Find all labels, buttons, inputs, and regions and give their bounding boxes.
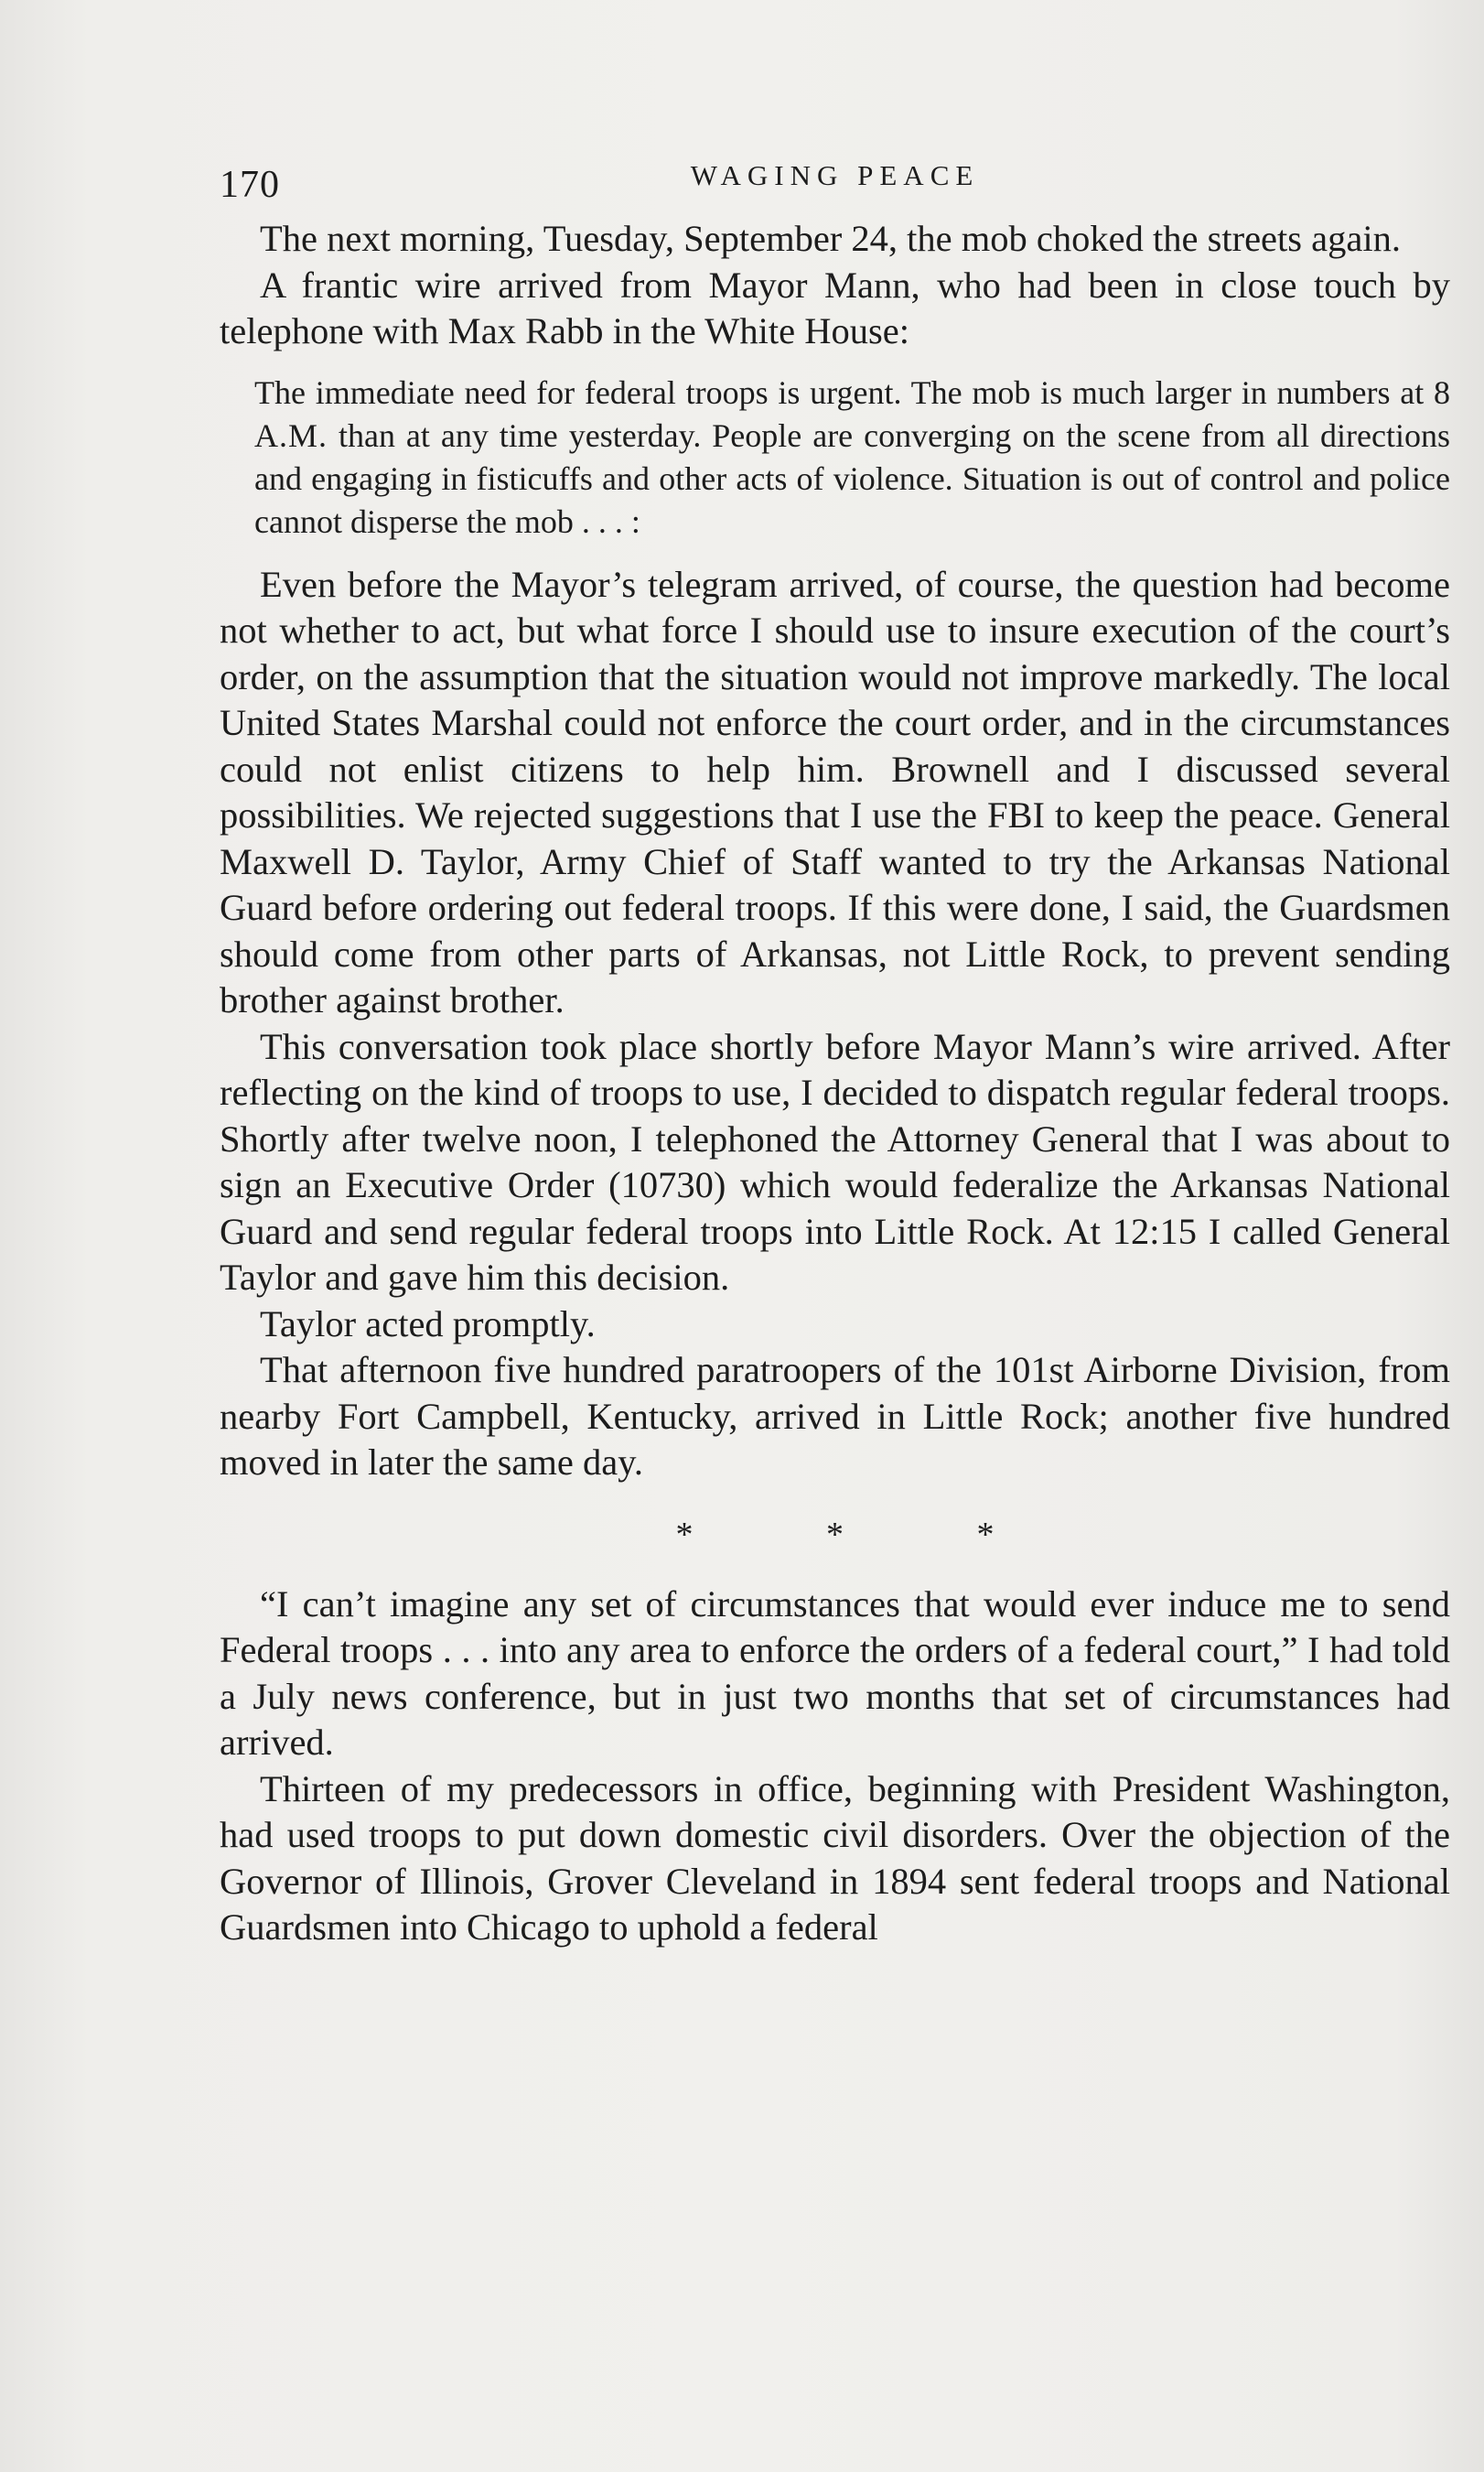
paragraph: “I can’t imagine any set of circumstances that would ever induce me to send Federal troops . . . into any area to enforce the orders of a federal court,” I had told a July news conference, but in just two months that set of circumstances had arrived.	[220, 1582, 1450, 1763]
paragraph: Even before the Mayor’s telegram arrived, of course, the question had become not whether to act, but what force I should use to insure execution of the court’s order, on the assumption that the situation would not improve markedly. The local United States Marshal could not enforce the court order, and in the circumstances could not enlist citizens to help him. Brownell and I discussed several possibilities. We rejected suggestions that I use the FBI to keep the peace. General Maxwell D. Taylor, Army Chief of Staff wanted to try the Arkansas National Guard before ordering out federal troops. If this were done, I said, the Guardsmen should come from other parts of Arkansas, not Little Rock, to prevent sending brother against brother.	[220, 563, 1450, 1020]
page-number: 170	[220, 164, 280, 206]
quote-text-start: The immediate need for federal troops is urgent. The mob is much larger in numbers at 8	[254, 373, 1450, 411]
quote-time-marker: A.M.	[254, 416, 328, 454]
quote-text-end: than at any time yesterday. People are converging on the scene from all directions and engaging in fisticuffs and other acts of violence. Situation is out of control and police cannot disperse the mob . . . :	[254, 416, 1450, 540]
telegram-quote	[254, 372, 1450, 544]
page-body	[220, 216, 1450, 1951]
paragraph: Thirteen of my predecessors in office, beginning with President Washington, had used troops to put down domestic civil disorders. Over the objection of the Governor of Illinois, Grover Cleveland in 1894 sent federal troops and National Guardsmen into Chicago to uphold a federal	[220, 1767, 1450, 1948]
paragraph: Taylor acted promptly.	[260, 1302, 596, 1344]
paragraph: A frantic wire arrived from Mayor Mann, who had been in close touch by telephone with Max Rabb in the White House:	[220, 264, 1450, 351]
running-title: WAGING PEACE	[690, 159, 980, 191]
section-separator: * * *	[675, 1515, 1057, 1554]
paragraph: That afternoon five hundred paratroopers of the 101st Airborne Division, from nearby Fort Campbell, Kentucky, arrived in Little Rock; another five hundred moved in later the same day.	[220, 1349, 1450, 1483]
paragraph: The next morning, Tuesday, September 24, the mob choked the streets again.	[260, 218, 1401, 259]
paragraph: This conversation took place shortly before Mayor Mann’s wire arrived. After reflecting on the kind of troops to use, I decided to dispatch regular federal troops. Shortly after twelve noon, I telephoned the Attorney General that I was about to sign an Executive Order (10730) which would federalize the Arkansas National Guard and send regular federal troops into Little Rock. At 12:15 I called General Taylor and gave him this decision.	[220, 1025, 1450, 1298]
page-header	[220, 156, 1450, 210]
